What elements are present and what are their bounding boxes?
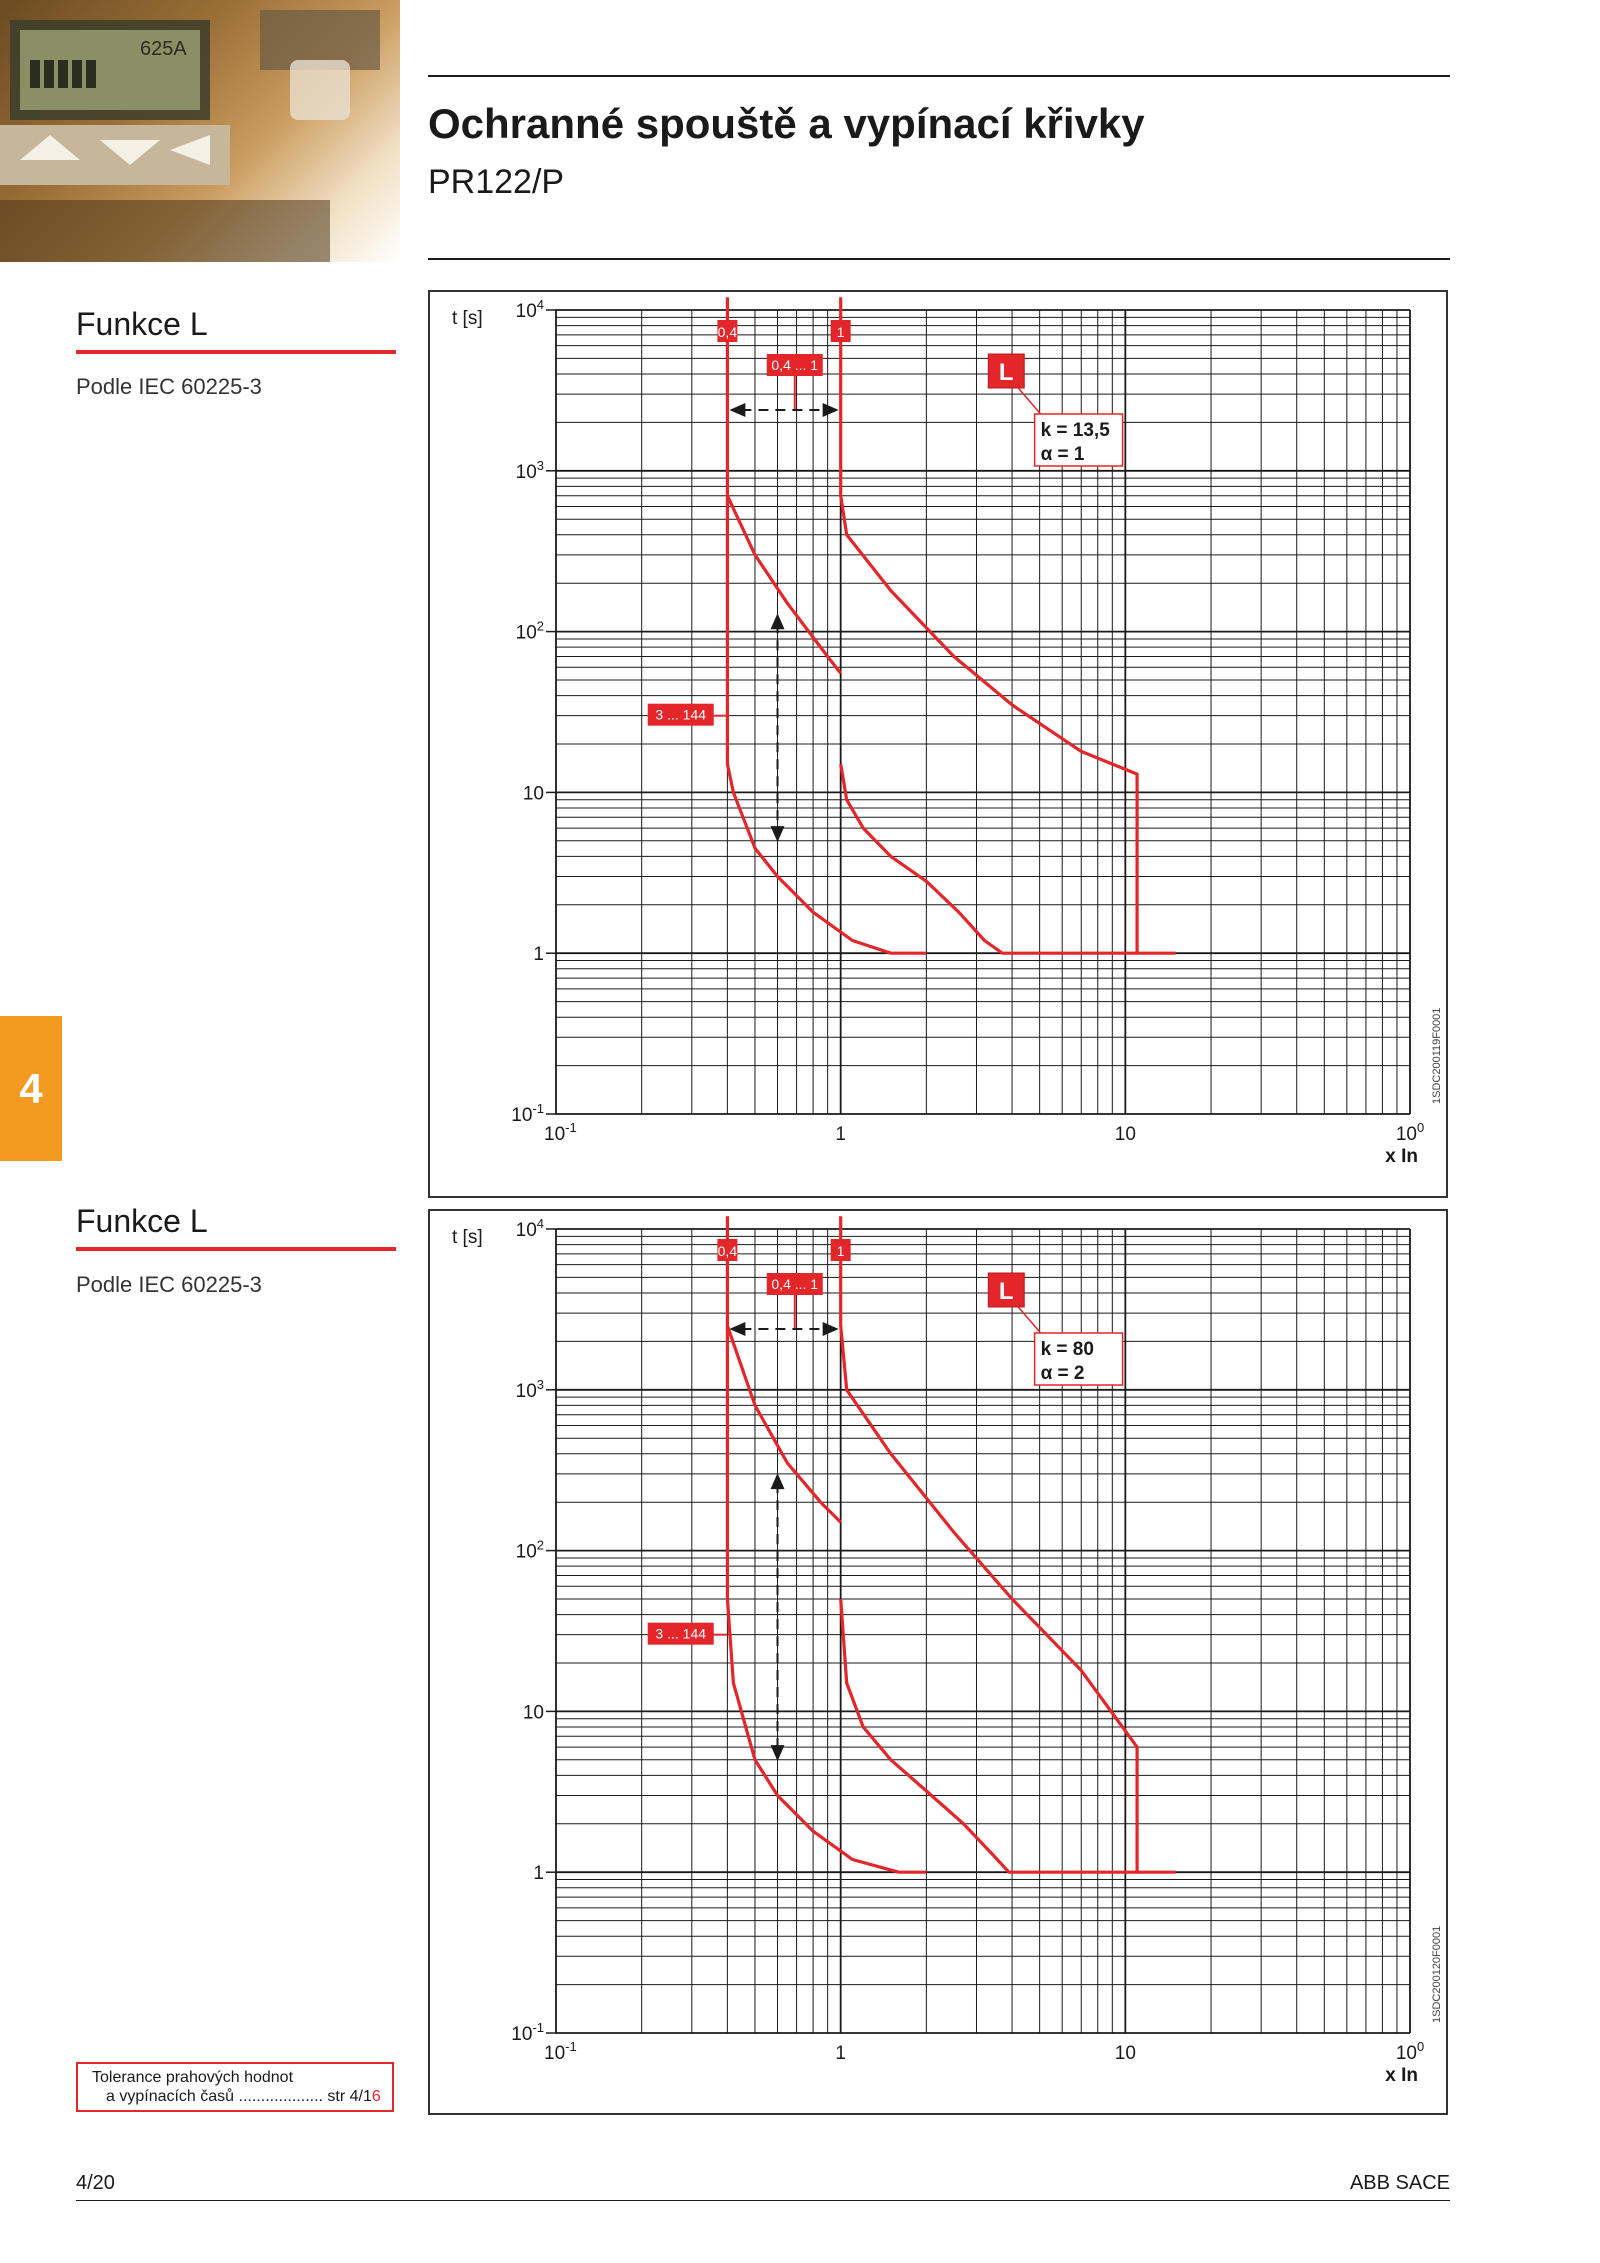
y-tick-label: 1: [533, 1863, 544, 1885]
header-top-rule: [428, 75, 1450, 77]
x-tick-label: $10^0$: [1395, 1120, 1425, 1145]
y-axis-label: t [s]: [452, 1227, 483, 1248]
arrow-head-right: [823, 1322, 839, 1336]
trip-curve-band-upper: [727, 1326, 840, 1523]
section-2-subheading: Podle IEC 60225-3: [76, 1272, 262, 1297]
photo-display-text: 625A: [140, 38, 187, 60]
breaker-display-illustration: [0, 0, 400, 262]
current-range-label: 0,4 ... 1: [771, 357, 819, 373]
trip-curve-min: [727, 1216, 926, 1872]
drawing-code: 1SDC200120F0001: [1431, 1925, 1443, 2023]
k-value: k = 80: [1040, 1339, 1094, 1360]
trip-curve-band-upper: [727, 496, 840, 674]
y-tick-label: $10^2$: [515, 618, 544, 644]
arrow-head-down: [771, 826, 785, 842]
chart-1-svg: [430, 292, 1450, 1200]
tolerance-line-2: [92, 2087, 392, 2106]
function-l-label: L: [998, 1278, 1014, 1305]
y-axis-label: t [s]: [452, 308, 483, 329]
drawing-code: 1SDC200119F0001: [1431, 1007, 1443, 1104]
x-tick-label: $10^0$: [1395, 2039, 1425, 2064]
k-box-leader: [1018, 388, 1040, 414]
x-tick-label: $10^{-1}$: [544, 1120, 577, 1145]
chart-2-svg: [430, 1211, 1450, 2117]
time-range-label: 3 ... 144: [655, 1625, 707, 1642]
arrow-head-right: [823, 403, 839, 417]
section-1-underline: [76, 350, 396, 354]
tolerance-reference-box[interactable]: [76, 2062, 394, 2112]
time-range-label: 3 ... 144: [655, 706, 707, 723]
arrow-head-up: [771, 613, 785, 629]
y-tick-label: $10^4$: [515, 297, 544, 322]
chapter-tab: 4: [0, 1016, 62, 1161]
function-l-label: L: [998, 359, 1014, 386]
y-tick-label: 10: [522, 1702, 544, 1724]
y-tick-label: $10^2$: [515, 1537, 544, 1563]
alpha-value: α = 1: [1040, 444, 1085, 465]
page-number: 4/20: [76, 2172, 115, 2194]
x-axis-label: x In: [1385, 1146, 1418, 1167]
curve-setting-label: 0,4: [717, 1243, 738, 1259]
y-tick-label: $10^4$: [515, 1216, 544, 1241]
arrow-head-left: [729, 403, 745, 417]
curve-setting-label: 0,4: [717, 324, 738, 340]
chart-2-panel: [428, 1209, 1448, 2115]
section-1-subheading: Podle IEC 60225-3: [76, 374, 262, 399]
trip-curve-min: [727, 297, 926, 953]
y-tick-label: $10^3$: [515, 1376, 544, 1402]
footer-rule: [76, 2200, 1450, 2201]
y-tick-label: $10^{-1}$: [511, 1101, 544, 1126]
header-photo: [0, 0, 400, 262]
section-2-heading: Funkce L: [76, 1203, 208, 1239]
arrow-head-up: [771, 1473, 785, 1489]
tolerance-page-ref-suffix: 6: [371, 2088, 381, 2105]
tolerance-page-ref: a vypínacích časů ................... str 4/1: [106, 2088, 372, 2105]
x-tick-label: 10: [1114, 1124, 1136, 1145]
x-axis-label: x In: [1385, 2065, 1418, 2086]
k-box-leader: [1018, 1307, 1040, 1333]
footer-brand: ABB SACE: [1349, 2172, 1450, 2194]
alpha-value: α = 2: [1040, 1363, 1085, 1384]
tolerance-line-1: Tolerance prahových hodnot: [92, 2069, 294, 2086]
page-title: Ochranné spouště a vypínací křivky: [428, 100, 1145, 147]
x-tick-label: 1: [835, 2043, 846, 2064]
y-tick-label: $10^3$: [515, 457, 544, 483]
section-1-heading: Funkce L: [76, 306, 208, 342]
page-subtitle: PR122/P: [428, 163, 565, 201]
y-tick-label: 10: [522, 783, 544, 805]
section-2-underline: [76, 1247, 396, 1251]
curve-setting-label: 1: [836, 1243, 845, 1259]
chart-1-panel: [428, 290, 1448, 1198]
y-tick-label: 1: [533, 944, 544, 966]
arrow-head-down: [771, 1745, 785, 1761]
current-range-label: 0,4 ... 1: [771, 1276, 819, 1292]
curve-setting-label: 1: [836, 324, 845, 340]
y-tick-label: $10^{-1}$: [511, 2020, 544, 2045]
x-tick-label: 10: [1114, 2043, 1136, 2064]
x-tick-label: 1: [835, 1124, 846, 1145]
trip-curve-band-lower: [841, 1599, 1137, 1872]
header-bottom-rule: [428, 258, 1450, 260]
x-tick-label: $10^{-1}$: [544, 2039, 577, 2064]
k-value: k = 13,5: [1040, 420, 1110, 441]
